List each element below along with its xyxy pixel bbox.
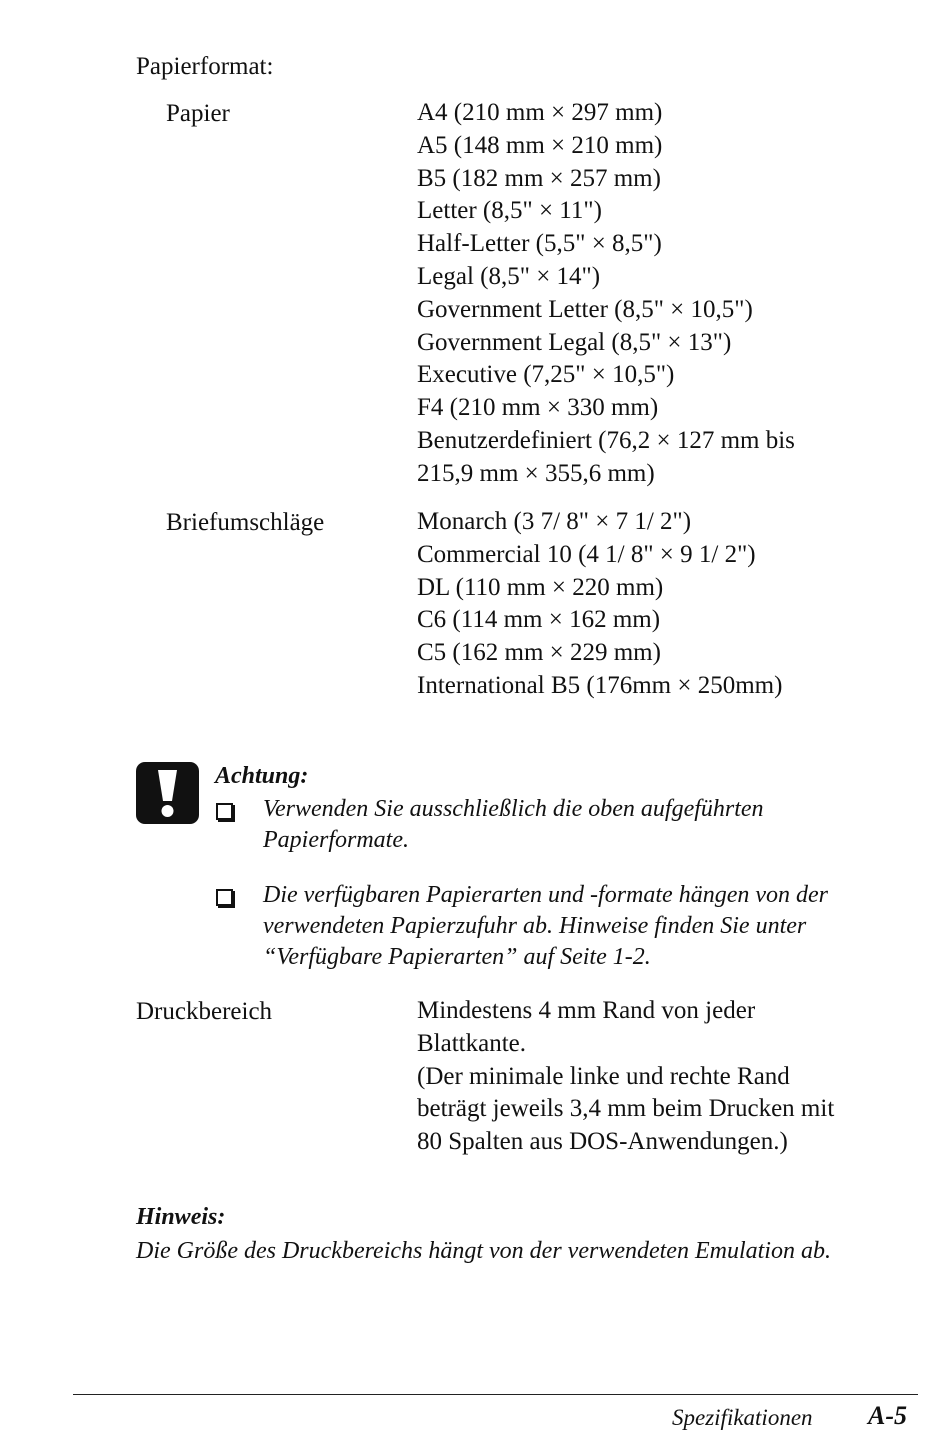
paper-size-item: A5 (148 mm × 210 mm) bbox=[417, 131, 663, 159]
section-heading: Papierformat: bbox=[136, 53, 274, 80]
paper-size-item: 215,9 mm × 355,6 mm) bbox=[417, 459, 655, 487]
print-area-line: Mindestens 4 mm Rand von jeder bbox=[417, 997, 756, 1024]
envelope-size-list bbox=[417, 506, 782, 703]
envelope-size-item: International B5 (176mm × 250mm) bbox=[417, 671, 783, 699]
print-area-line: Blattkante. bbox=[417, 1029, 526, 1057]
footer-section-title: Spezifikationen bbox=[672, 1405, 813, 1430]
paper-label: Papier bbox=[166, 100, 230, 127]
paper-size-item: Letter (8,5" × 11") bbox=[417, 197, 602, 225]
checkbox-bullet-icon bbox=[216, 803, 233, 820]
footer-divider bbox=[73, 1394, 918, 1395]
checkbox-bullet-icon bbox=[216, 889, 233, 906]
caution-title: Achtung: bbox=[215, 763, 309, 789]
print-area-line: (Der minimale linke und rechte Rand bbox=[417, 1062, 790, 1090]
caution-bullet-line: “Verfügbare Papierarten” auf Seite 1-2. bbox=[263, 943, 651, 970]
print-area-description bbox=[417, 995, 834, 1159]
note-title: Hinweis: bbox=[136, 1204, 226, 1230]
caution-bullet bbox=[263, 880, 828, 972]
exclamation-icon bbox=[136, 762, 199, 824]
print-area-line: 80 Spalten aus DOS-Anwendungen.) bbox=[417, 1128, 788, 1156]
paper-size-list bbox=[417, 97, 795, 491]
caution-bullet-line: Die verfügbaren Papierarten und -formate hängen von der bbox=[263, 882, 828, 908]
paper-size-item: Government Letter (8,5" × 10,5") bbox=[417, 295, 753, 323]
paper-size-item: Government Legal (8,5" × 13") bbox=[417, 328, 732, 356]
envelope-size-item: Commercial 10 (4 1/ 8" × 9 1/ 2") bbox=[417, 540, 756, 568]
paper-size-item: F4 (210 mm × 330 mm) bbox=[417, 394, 659, 422]
print-area-line: beträgt jeweils 3,4 mm beim Drucken mit bbox=[417, 1095, 835, 1123]
note-text: Die Größe des Druckbereichs hängt von der verwendeten Emulation ab. bbox=[136, 1238, 831, 1264]
caution-bullet-line: verwendeten Papierzufuhr ab. Hinweise finden Sie unter bbox=[263, 912, 807, 939]
paper-size-item: Benutzerdefiniert (76,2 × 127 mm bis bbox=[417, 426, 795, 454]
caution-bullet bbox=[263, 794, 764, 856]
paper-size-item: Half-Letter (5,5" × 8,5") bbox=[417, 230, 662, 258]
envelope-size-item: Monarch (3 7/ 8" × 7 1/ 2") bbox=[417, 508, 692, 535]
envelope-label: Briefumschläge bbox=[166, 509, 325, 536]
envelope-size-item: C6 (114 mm × 162 mm) bbox=[417, 606, 661, 634]
envelope-size-item: DL (110 mm × 220 mm) bbox=[417, 573, 664, 601]
print-area-label: Druckbereich bbox=[136, 998, 273, 1025]
paper-size-item: Legal (8,5" × 14") bbox=[417, 262, 601, 290]
paper-size-item: B5 (182 mm × 257 mm) bbox=[417, 164, 661, 192]
envelope-size-item: C5 (162 mm × 229 mm) bbox=[417, 639, 661, 667]
caution-bullet-line: Papierformate. bbox=[263, 826, 409, 853]
page-number: A-5 bbox=[868, 1401, 907, 1430]
caution-bullet-line: Verwenden Sie ausschließlich die oben aufgeführten bbox=[263, 796, 764, 822]
paper-size-item: A4 (210 mm × 297 mm) bbox=[417, 99, 663, 126]
paper-size-item: Executive (7,25" × 10,5") bbox=[417, 361, 675, 389]
